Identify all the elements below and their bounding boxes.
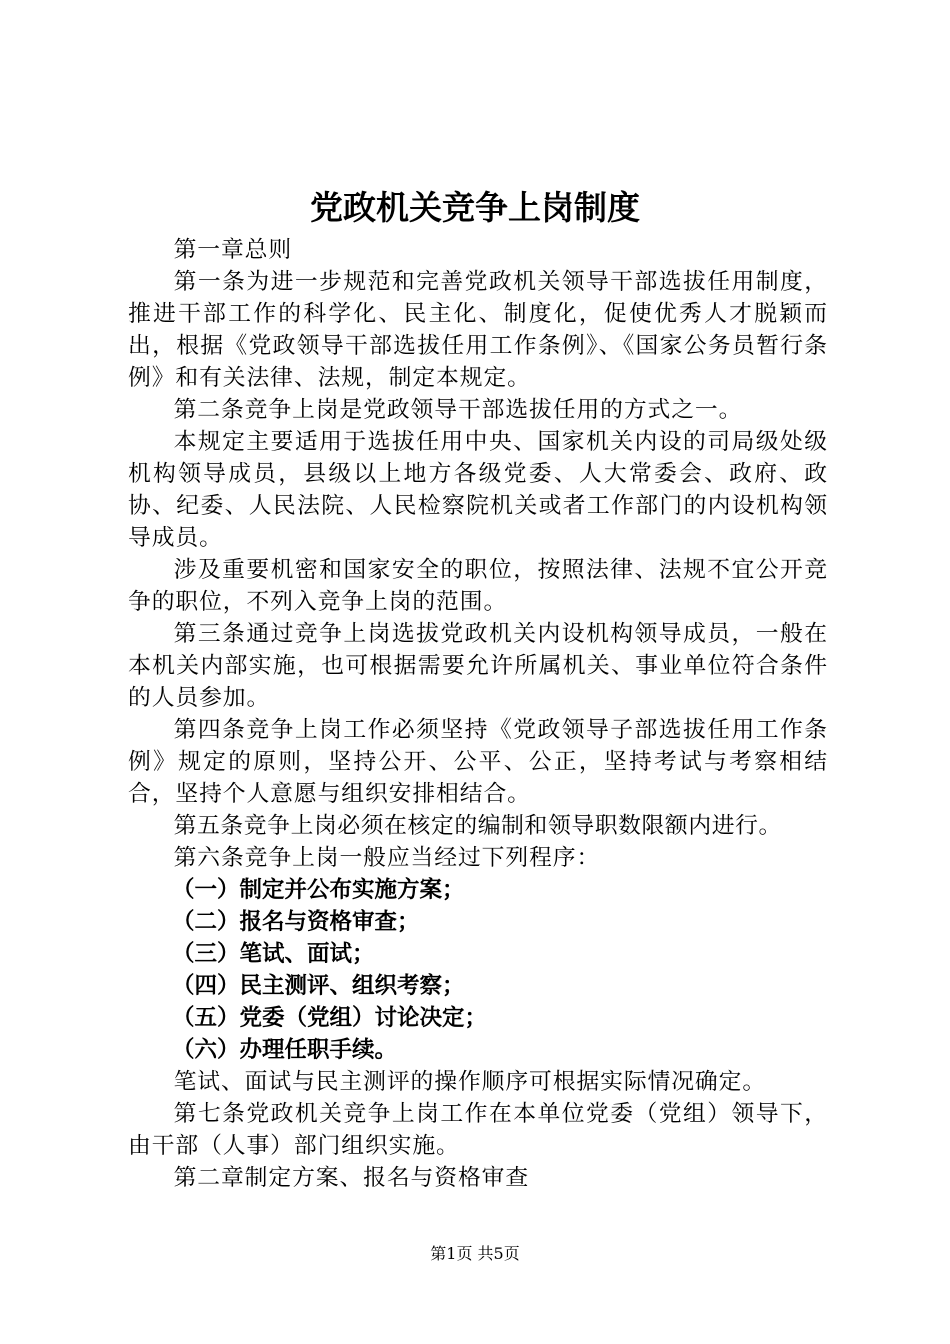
article-paragraph: 本规定主要适用于选拔任用中央、国家机关内设的司局级处级机构领导成员，县级以上地方各级党委、人大常委会、政府、政协、纪委、人民法院、人民检察院机关或者工作部门的内设机构领导成员。 (128, 429, 828, 551)
article-paragraph: 第六条竞争上岗一般应当经过下列程序： (173, 845, 601, 871)
procedure-list-item: （一）制定并公布实施方案； (172, 877, 465, 903)
article-paragraph: 笔试、面试与民主测评的操作顺序可根据实际情况确定。 (173, 1069, 767, 1095)
article-paragraph: 第五条竞争上岗必须在核定的编制和领导职数限额内进行。 (173, 813, 782, 839)
chapter-heading: 第二章制定方案、报名与资格审查 (173, 1165, 530, 1191)
article-paragraph: 涉及重要机密和国家安全的职位，按照法律、法规不宜公开竞争的职位，不列入竞争上岗的范围。 (128, 557, 828, 615)
page-footer: 第1页 共5页 (430, 1244, 520, 1263)
article-paragraph: 第一条为进一步规范和完善党政机关领导干部选拔任用制度，推进干部工作的科学化、民主化、制度化，促使优秀人才脱颖而出，根据《党政领导干部选拔任用工作条例》、《国家公务员暂行条例》和有关法律、法规，制定本规定。 (128, 269, 828, 391)
procedure-list-item: （三）笔试、面试； (172, 941, 375, 967)
article-paragraph: 第二条竞争上岗是党政领导干部选拔任用的方式之一。 (173, 397, 743, 423)
procedure-list-item: （二）报名与资格审查； (172, 909, 420, 935)
article-paragraph: 第四条竞争上岗工作必须坚持《党政领导子部选拔任用工作条例》规定的原则，坚持公开、公平、公正，坚持考试与考察相结合，坚持个人意愿与组织安排相结合。 (128, 717, 828, 807)
chapter-heading: 第一章总则 (173, 237, 293, 263)
article-paragraph: 第七条党政机关竞争上岗工作在本单位党委（党组）领导下，由干部（人事）部门组织实施。 (128, 1101, 828, 1159)
document-title: 党政机关竞争上岗制度 (310, 188, 640, 227)
document-body (128, 234, 828, 1194)
procedure-list-item: （六）办理任职手续。 (172, 1037, 398, 1063)
procedure-list-item: （五）党委（党组）讨论决定； (172, 1005, 488, 1031)
article-paragraph: 第三条通过竞争上岗选拔党政机关内设机构领导成员，一般在本机关内部实施，也可根据需要允许所属机关、事业单位符合条件的人员参加。 (128, 621, 828, 711)
procedure-list-item: （四）民主测评、组织考察； (172, 973, 465, 999)
